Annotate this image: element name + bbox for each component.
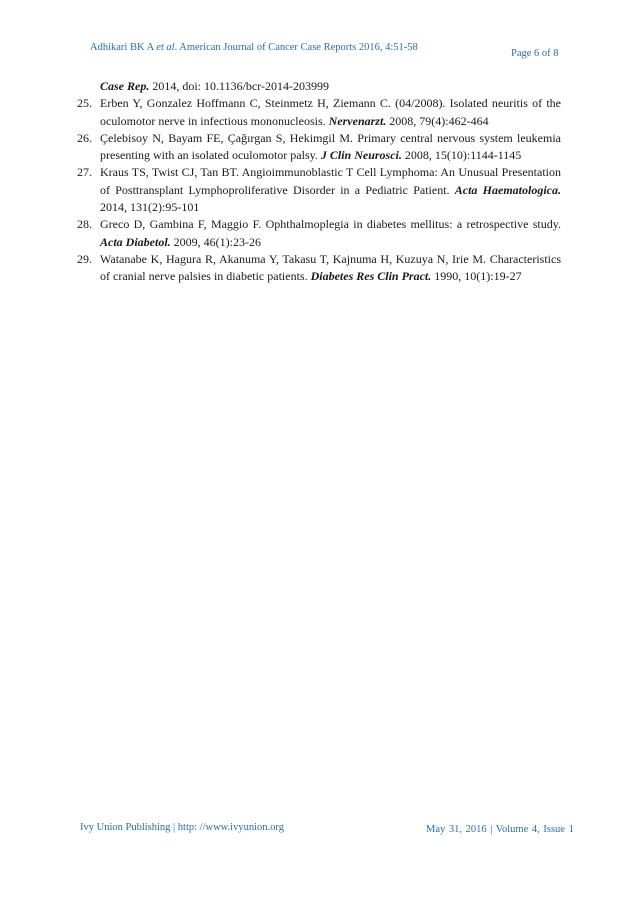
reference-item [77,78,561,95]
journal-name: Nervenarzt. [328,113,387,128]
citation-suffix: . American Journal of Cancer Case Reports 2016, 4:51-58 [174,42,418,53]
reference-number: 26. [77,130,92,145]
journal-name: Diabetes Res Clin Pract. [310,269,432,284]
journal-name: Acta Haematologica. [454,182,561,197]
reference-item [77,95,561,130]
reference-number: 25. [77,96,92,111]
citation-prefix: Adhikari BK A [90,42,157,53]
reference-number: 27. [77,165,92,180]
publisher-footer: Ivy Union Publishing | http: //www.ivyunion.org [80,822,284,833]
reference-text-segment: Erben Y, Gonzalez Hoffmann C, Steinmetz H, Ziemann C. (04/2008). Isolated neuritis of the oculomotor nerve in infectious mononucleosis. [100,96,561,128]
reference-text [100,95,561,130]
reference-text-segment: 1990, 10(1):19-27 [431,269,522,284]
reference-text-segment: 2014, doi: 10.1136/bcr-2014-203999 [149,79,329,93]
journal-name: Acta Diabetol. [100,234,171,249]
journal-name: Case Rep. [100,79,150,93]
reference-list [77,78,561,286]
reference-text [100,78,561,95]
reference-text-segment: 2014, 131(2):95-101 [100,200,200,215]
reference-text-segment: Watanabe K, Hagura R, Akanuma Y, Takasu T, Kajnuma H, Kuzuya N, Irie M. Characteristics of cranial nerve palsies in diabetic patients. [100,251,561,284]
reference-number: 28. [77,217,92,232]
reference-number: 29. [77,251,92,266]
reference-item [77,216,561,251]
reference-text [100,130,561,165]
reference-text [100,251,561,286]
reference-text [100,164,561,216]
journal-name: J Clin Neurosci. [320,148,402,163]
reference-text-segment: 2008, 15(10):1144-1145 [401,148,522,163]
reference-text-segment: Kraus TS, Twist CJ, Tan BT. Angioimmunoblastic T Cell Lymphoma: An Unusual Presentation of Posttransplant Lymphoproliferative Disorder in a Pediatric Patient. [100,165,561,197]
citation-etal: et al [156,42,175,53]
reference-text-segment: Greco D, Gambina F, Maggio F. Ophthalmoplegia in diabetes mellitus: a retrospective study. [100,217,561,232]
reference-item [77,130,561,165]
reference-item [77,164,561,216]
page-number: Page 6 of 8 [511,48,559,59]
running-header-citation [90,42,418,53]
issue-footer: May 31, 2016 | Volume 4, Issue 1 [426,824,574,835]
reference-text-segment: Çelebisoy N, Bayam FE, Çağırgan S, Hekimgil M. Primary central nervous system leukemia presenting with an isolated oculomotor palsy. [100,130,561,163]
reference-text-segment: 2009, 46(1):23-26 [170,234,261,249]
reference-item [77,251,561,286]
reference-text [100,216,561,251]
reference-text-segment: 2008, 79(4):462-464 [386,113,489,128]
